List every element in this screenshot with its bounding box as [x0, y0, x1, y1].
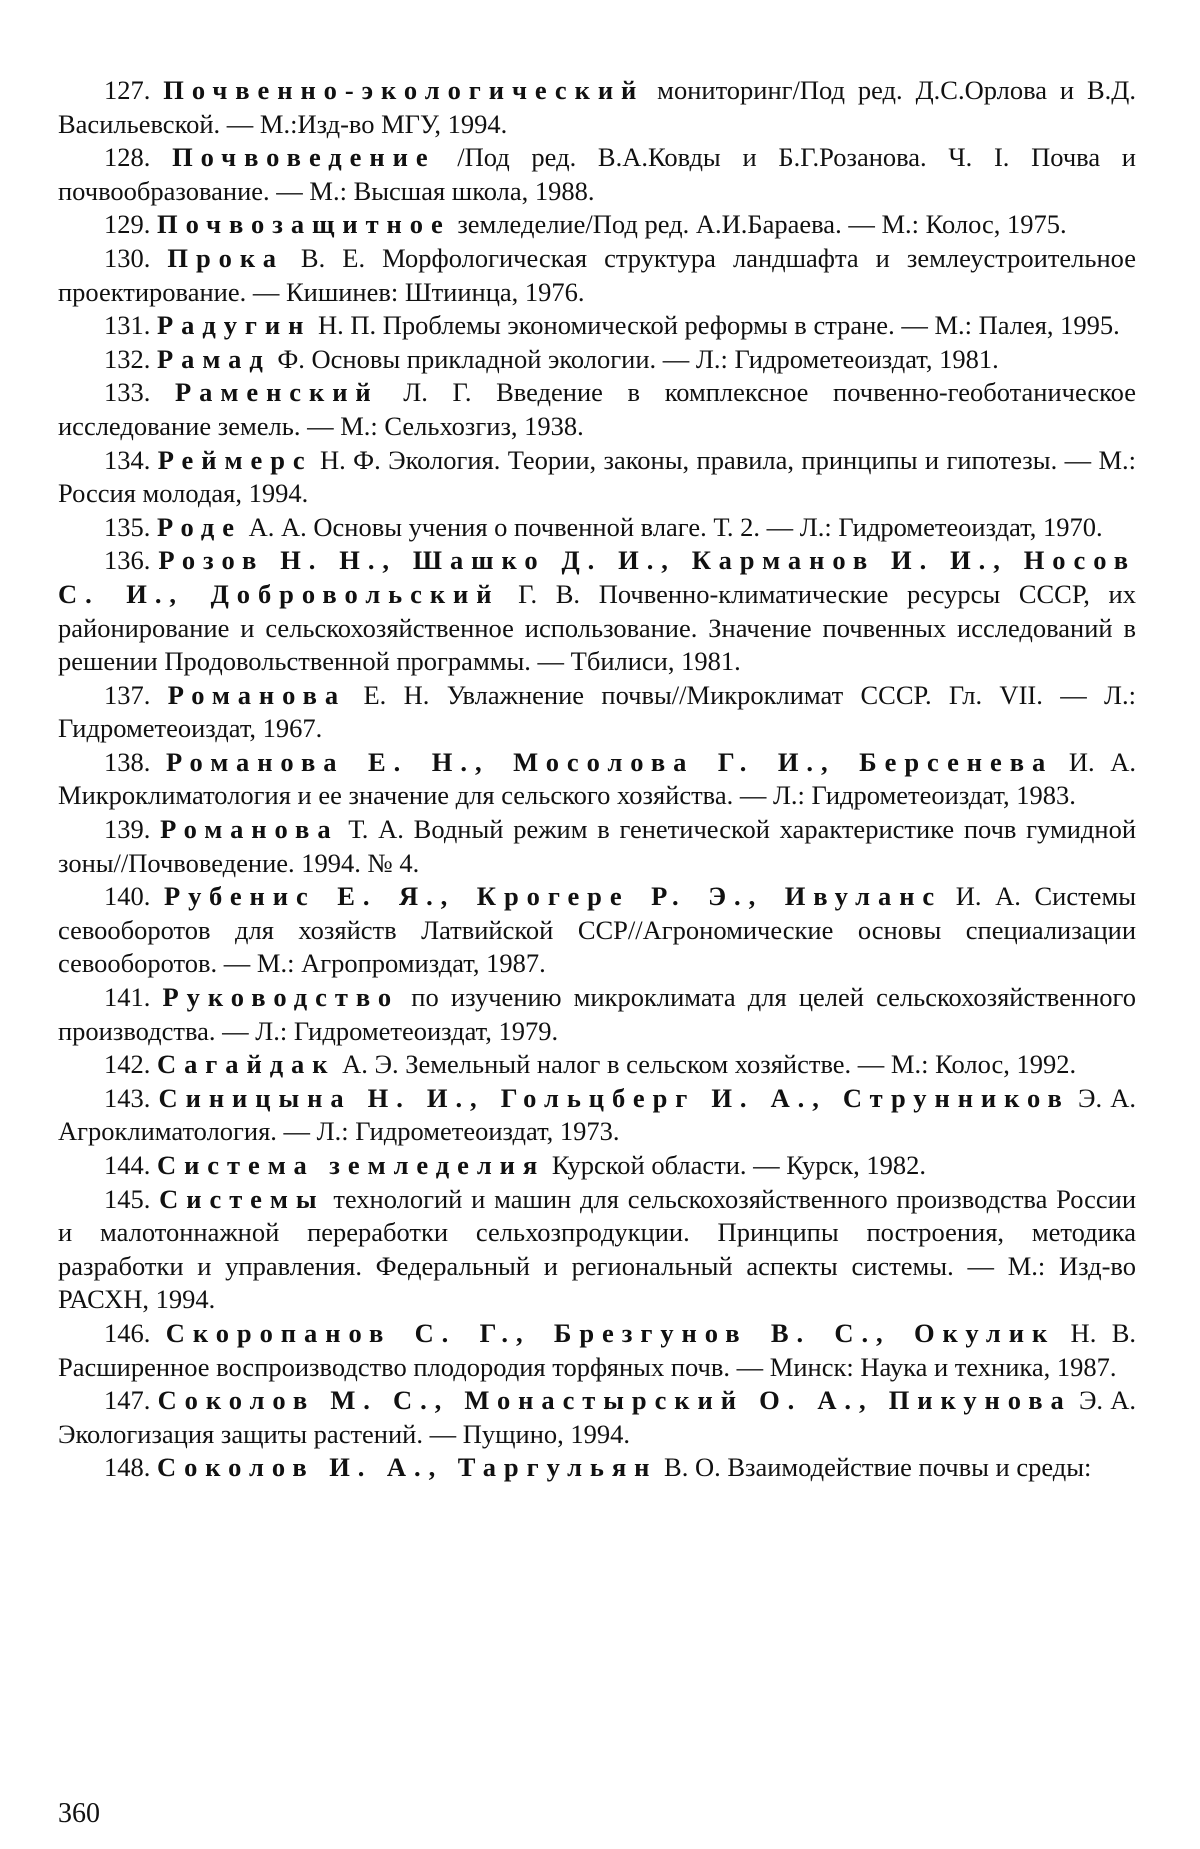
bibliography-entry [58, 1048, 1136, 1082]
entry-text: В. О. Взаимодействие почвы и среды: [657, 1452, 1092, 1483]
bibliography-entry [58, 1384, 1136, 1451]
bibliography-entry [58, 813, 1136, 880]
bibliography-entry [58, 880, 1136, 981]
entry-text: Э. А. Экологизация защиты растений. — Пущино, 1994. [58, 1385, 1137, 1449]
entry-author: Почвенно-экологический [163, 75, 645, 105]
entry-number: 129. [104, 209, 151, 240]
entry-text: Г. В. Почвенно-климатические ресурсы СССР, их районирование и сельскохозяйственное использование. Значение почвенных исследований в решении Продовольственной программы. — Тбилиси, 1981. [58, 578, 1136, 677]
entry-text: Л. Г. Введение в комплексное почвенно-геоботаническое исследование земель. — М.: Сельхозгиз, 1938. [58, 377, 1136, 441]
bibliography-entry [58, 981, 1136, 1048]
bibliography-entry [58, 74, 1136, 141]
entry-number: 145. [104, 1183, 151, 1214]
page-number: 360 [58, 1798, 100, 1829]
entry-number: 132. [104, 343, 151, 374]
entry-number: 142. [104, 1049, 151, 1080]
entry-text: по изучению микроклимата для целей сельскохозяйственного производства. — Л.: Гидрометеоиздат, 1979. [58, 982, 1137, 1046]
bibliography-entry [58, 1451, 1136, 1485]
entry-author: Система земледелия [157, 1150, 546, 1180]
entry-number: 137. [104, 679, 151, 710]
bibliography-entry [58, 1317, 1136, 1384]
entry-author: Радугин [157, 310, 312, 341]
entry-author: Роде [157, 511, 242, 542]
entry-text: Курской области. — Курск, 1982. [545, 1150, 926, 1180]
entry-author: Реймерс [157, 444, 313, 475]
entry-author: Скоропанов С. Г., Брезгунов В. С., Окулик [165, 1317, 1056, 1348]
entry-author: Системы [159, 1183, 325, 1214]
entry-number: 146. [104, 1317, 151, 1348]
entry-text: /Под ред. В.А.Ковды и Б.Г.Розанова. Ч. І. Почва и почвообразование. — М.: Высшая школа, 1988. [58, 142, 1136, 206]
entry-number: 130. [104, 242, 151, 273]
entry-number: 136. [104, 545, 151, 576]
entry-text: земледелие/Под ред. А.И.Бараева. — М.: Колос, 1975. [450, 209, 1067, 240]
entry-text: В. Е. Морфологическая структура ландшафта и землеустроительное проектирование. — Кишинев: Штиинца, 1976. [58, 242, 1136, 307]
bibliography-entry [58, 242, 1136, 309]
entry-number: 147. [104, 1385, 151, 1416]
entry-number: 133. [104, 377, 151, 408]
entry-author: Руководство [162, 982, 400, 1013]
entry-author: Синицына Н. И., Гольцберг И. А., Струнников [158, 1082, 1070, 1113]
entry-author: Розов Н. Н., Шашко Д. И., Карманов И. И., Носов С. И., Добровольский [58, 545, 1137, 609]
entry-author: Раменский [175, 377, 379, 408]
entry-text: А. Э. Земельный налог в сельском хозяйстве. — М.: Колос, 1992. [335, 1049, 1077, 1080]
bibliography-entry [58, 309, 1136, 343]
bibliography-entry [58, 141, 1136, 208]
entry-number: 140. [104, 881, 151, 912]
entry-author: Романова [160, 814, 339, 845]
entry-number: 148. [104, 1452, 151, 1483]
entry-number: 143. [104, 1082, 151, 1113]
entry-number: 128. [104, 142, 151, 173]
entry-text: А. А. Основы учения о почвенной влаге. Т. 2. — Л.: Гидрометеоиздат, 1970. [241, 511, 1103, 542]
bibliography-entry [58, 444, 1136, 511]
bibliography-entry [58, 376, 1136, 443]
entry-number: 138. [104, 746, 151, 777]
entry-text: Э. А. Агроклиматология. — Л.: Гидрометеоиздат, 1973. [58, 1082, 1137, 1147]
entry-number: 141. [104, 982, 151, 1013]
entry-text: Н. Ф. Экология. Теории, законы, правила, принципы и гипотезы. — М.: Россия молодая, 1994. [58, 444, 1136, 509]
entry-author: Рубенис Е. Я., Крогере Р. Э., Ивуланс [163, 881, 943, 912]
entry-number: 131. [104, 310, 151, 341]
bibliography-list [58, 74, 1136, 1485]
entry-author: Романова Е. Н., Мосолова Г. И., Берсенева [166, 746, 1054, 777]
entry-author: Почвозащитное [157, 209, 451, 240]
bibliography-entry [58, 679, 1136, 746]
entry-text: Е. Н. Увлажнение почвы//Микроклимат СССР. Гл. VII. — Л.: Гидрометеоиздат, 1967. [58, 679, 1136, 744]
entry-author: Рамад [157, 343, 271, 374]
entry-number: 134. [104, 444, 151, 475]
entry-text: И. А. Системы севооборотов для хозяйств Латвийской ССР//Агрономические основы специализации севооборотов. — М.: Агропромиздат, 1987. [58, 881, 1137, 979]
entry-text: Н. П. Проблемы экономической реформы в стране. — М.: Палея, 1995. [311, 310, 1120, 341]
bibliography-entry [58, 1082, 1136, 1149]
bibliography-entry [58, 1183, 1136, 1317]
bibliography-entry [58, 208, 1136, 242]
bibliography-entry [58, 343, 1136, 377]
bibliography-entry [58, 1149, 1136, 1183]
entry-text: И. А. Микроклиматология и ее значение для сельского хозяйства. — Л.: Гидрометеоиздат, 1983. [58, 746, 1136, 811]
entry-number: 135. [104, 511, 151, 542]
entry-text: Н. В. Расширенное воспроизводство плодородия торфяных почв. — Минск: Наука и техника, 1987. [58, 1317, 1136, 1382]
entry-text: Т. А. Водный режим в генетической характеристике почв гумидной зоны//Почвоведение. 1994. № 4. [58, 814, 1136, 878]
bibliography-entry [58, 746, 1136, 813]
entry-author: Сагайдак [157, 1049, 336, 1080]
entry-author: Романова [167, 679, 347, 710]
entry-author: Соколов М. С., Монастырский О. А., Пикунова [157, 1385, 1072, 1416]
bibliography-entry [58, 511, 1136, 545]
entry-text: Ф. Основы прикладной экологии. — Л.: Гидрометеоиздат, 1981. [270, 343, 999, 374]
entry-text: технологий и машин для сельскохозяйственного производства России и малотоннажной переработки сельхозпродукции. Принципы построения, методика разработки и управления. Федеральный и региональный аспекты системы. — М.: Изд-во РАСХН, 1994. [58, 1183, 1136, 1315]
entry-number: 144. [104, 1150, 151, 1180]
entry-author: Почвоведение [172, 142, 436, 173]
entry-number: 139. [104, 814, 151, 845]
bibliography-entry [58, 544, 1136, 678]
entry-number: 127. [104, 75, 151, 105]
entry-author: Прока [167, 242, 284, 273]
entry-text: мониторинг/Под ред. Д.С.Орлова и В.Д. Васильевской. — М.:Изд-во МГУ, 1994. [58, 75, 1136, 139]
entry-author: Соколов И. А., Таргульян [157, 1452, 658, 1483]
